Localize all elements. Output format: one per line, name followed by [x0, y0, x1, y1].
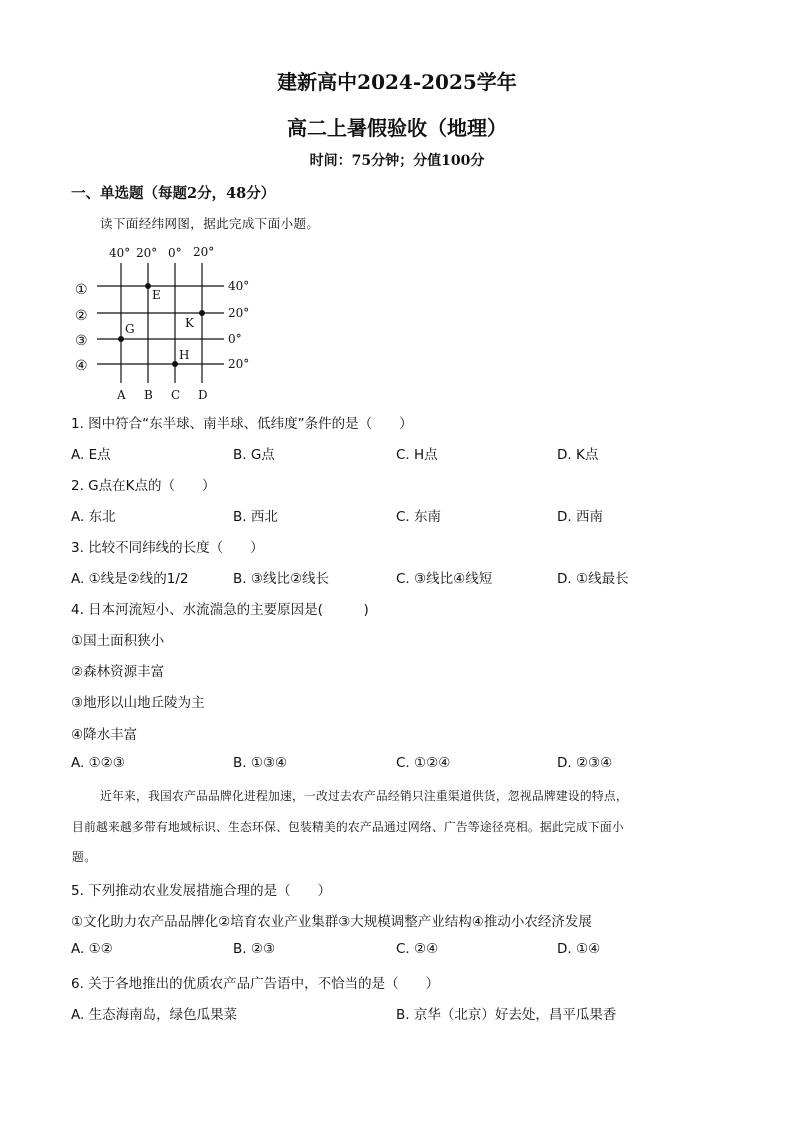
row-marker-4: ④ [75, 358, 88, 374]
point-label-K: K [185, 316, 194, 330]
q5-option-a[interactable]: A. ①② [71, 941, 113, 957]
question-5-stem: 5. 下列推动农业发展措施合理的是（ ） [71, 883, 332, 899]
bottom-label-B: B [144, 388, 153, 402]
question-1-stem: 1. 图中符合“东半球、南半球、低纬度”条件的是（ ） [71, 416, 413, 432]
q4-option-d[interactable]: D. ②③④ [557, 755, 613, 771]
top-label-3: 0° [168, 246, 182, 260]
q1-option-b[interactable]: B. G点 [233, 447, 275, 463]
point-label-H: H [179, 348, 190, 362]
right-label-2: 20° [228, 306, 250, 320]
bottom-label-C: C [171, 388, 181, 402]
question-4-stem: 4. 日本河流短小、水流湍急的主要原因是( ) [71, 602, 369, 618]
point-label-E: E [152, 288, 161, 302]
q4-item-4: ④降水丰富 [71, 727, 138, 743]
q3-option-a[interactable]: A. ①线是②线的1/2 [71, 571, 189, 587]
question-2-stem: 2. G点在K点的（ ） [71, 478, 216, 494]
time-info: 时间：75分钟；分值100分 [309, 153, 485, 169]
q4-option-c[interactable]: C. ①②④ [396, 755, 451, 771]
q3-option-b[interactable]: B. ③线比②线长 [233, 571, 330, 587]
q5-option-d[interactable]: D. ①④ [557, 941, 601, 957]
q4-option-a[interactable]: A. ①②③ [71, 755, 125, 771]
q4-option-b[interactable]: B. ①③④ [233, 755, 288, 771]
q2-option-d[interactable]: D. 西南 [557, 509, 603, 525]
point-H [172, 361, 178, 367]
q1-option-a[interactable]: A. E点 [71, 447, 111, 463]
q1-option-c[interactable]: C. H点 [396, 447, 438, 463]
graticule-figure [72, 243, 262, 403]
row-marker-3: ③ [75, 333, 88, 349]
point-G [118, 336, 124, 342]
q1-option-d[interactable]: D. K点 [557, 447, 599, 463]
q3-option-d[interactable]: D. ①线最长 [557, 571, 629, 587]
intro-text-1: 读下面经纬网图，据此完成下面小题。 [100, 216, 320, 231]
q5-option-c[interactable]: C. ②④ [396, 941, 439, 957]
bottom-label-D: D [198, 388, 208, 402]
intro-text-2-line-2: 目前越来越多带有地域标识、生态环保、包装精美的农产品通过网络、广告等途径亮相。据此完成下面小 [72, 820, 624, 834]
right-label-1: 40° [228, 279, 250, 293]
question-3-stem: 3. 比较不同纬线的长度（ ） [71, 540, 264, 556]
q4-item-2: ②森林资源丰富 [71, 664, 165, 680]
row-marker-2: ② [75, 308, 88, 324]
q5-item: ①文化助力农产品品牌化②培育农业产业集群③大规模调整产业结构④推动小农经济发展 [71, 914, 592, 930]
point-label-G: G [125, 322, 135, 336]
right-label-3: 0° [228, 332, 242, 346]
top-label-2: 20° [136, 246, 158, 260]
intro-text-2-line-1: 近年来，我国农产品品牌化进程加速，一改过去农产品经销只注重渠道供货，忽视品牌建设的特点， [100, 789, 628, 803]
right-label-4: 20° [228, 357, 250, 371]
top-label-1: 40° [109, 246, 131, 260]
question-6-stem: 6. 关于各地推出的优质农产品广告语中，不恰当的是（ ） [71, 976, 440, 992]
q2-option-c[interactable]: C. 东南 [396, 509, 442, 525]
intro-text-2-line-3: 题。 [72, 850, 97, 864]
q2-option-b[interactable]: B. 西北 [233, 509, 278, 525]
q4-item-3: ③地形以山地丘陵为主 [71, 695, 205, 711]
q4-item-1: ①国土面积狭小 [71, 633, 165, 649]
q5-option-b[interactable]: B. ②③ [233, 941, 276, 957]
point-K [199, 310, 205, 316]
bottom-label-A: A [117, 388, 126, 402]
section-title: 一、单选题（每题2分，48分） [71, 185, 276, 202]
point-E [145, 283, 151, 289]
grid-lines [97, 263, 224, 383]
q2-option-a[interactable]: A. 东北 [71, 509, 116, 525]
q6-option-b[interactable]: B. 京华（北京）好去处，昌平瓜果香 [396, 1007, 617, 1023]
q3-option-c[interactable]: C. ③线比④线短 [396, 571, 493, 587]
row-marker-1: ① [75, 282, 88, 298]
document-title: 建新高中2024-2025学年 [277, 70, 517, 94]
q6-option-a[interactable]: A. 生态海南岛，绿色瓜果菜 [71, 1007, 238, 1023]
exam-title: 高二上暑假验收（地理） [287, 116, 507, 140]
top-label-4: 20° [193, 245, 215, 259]
